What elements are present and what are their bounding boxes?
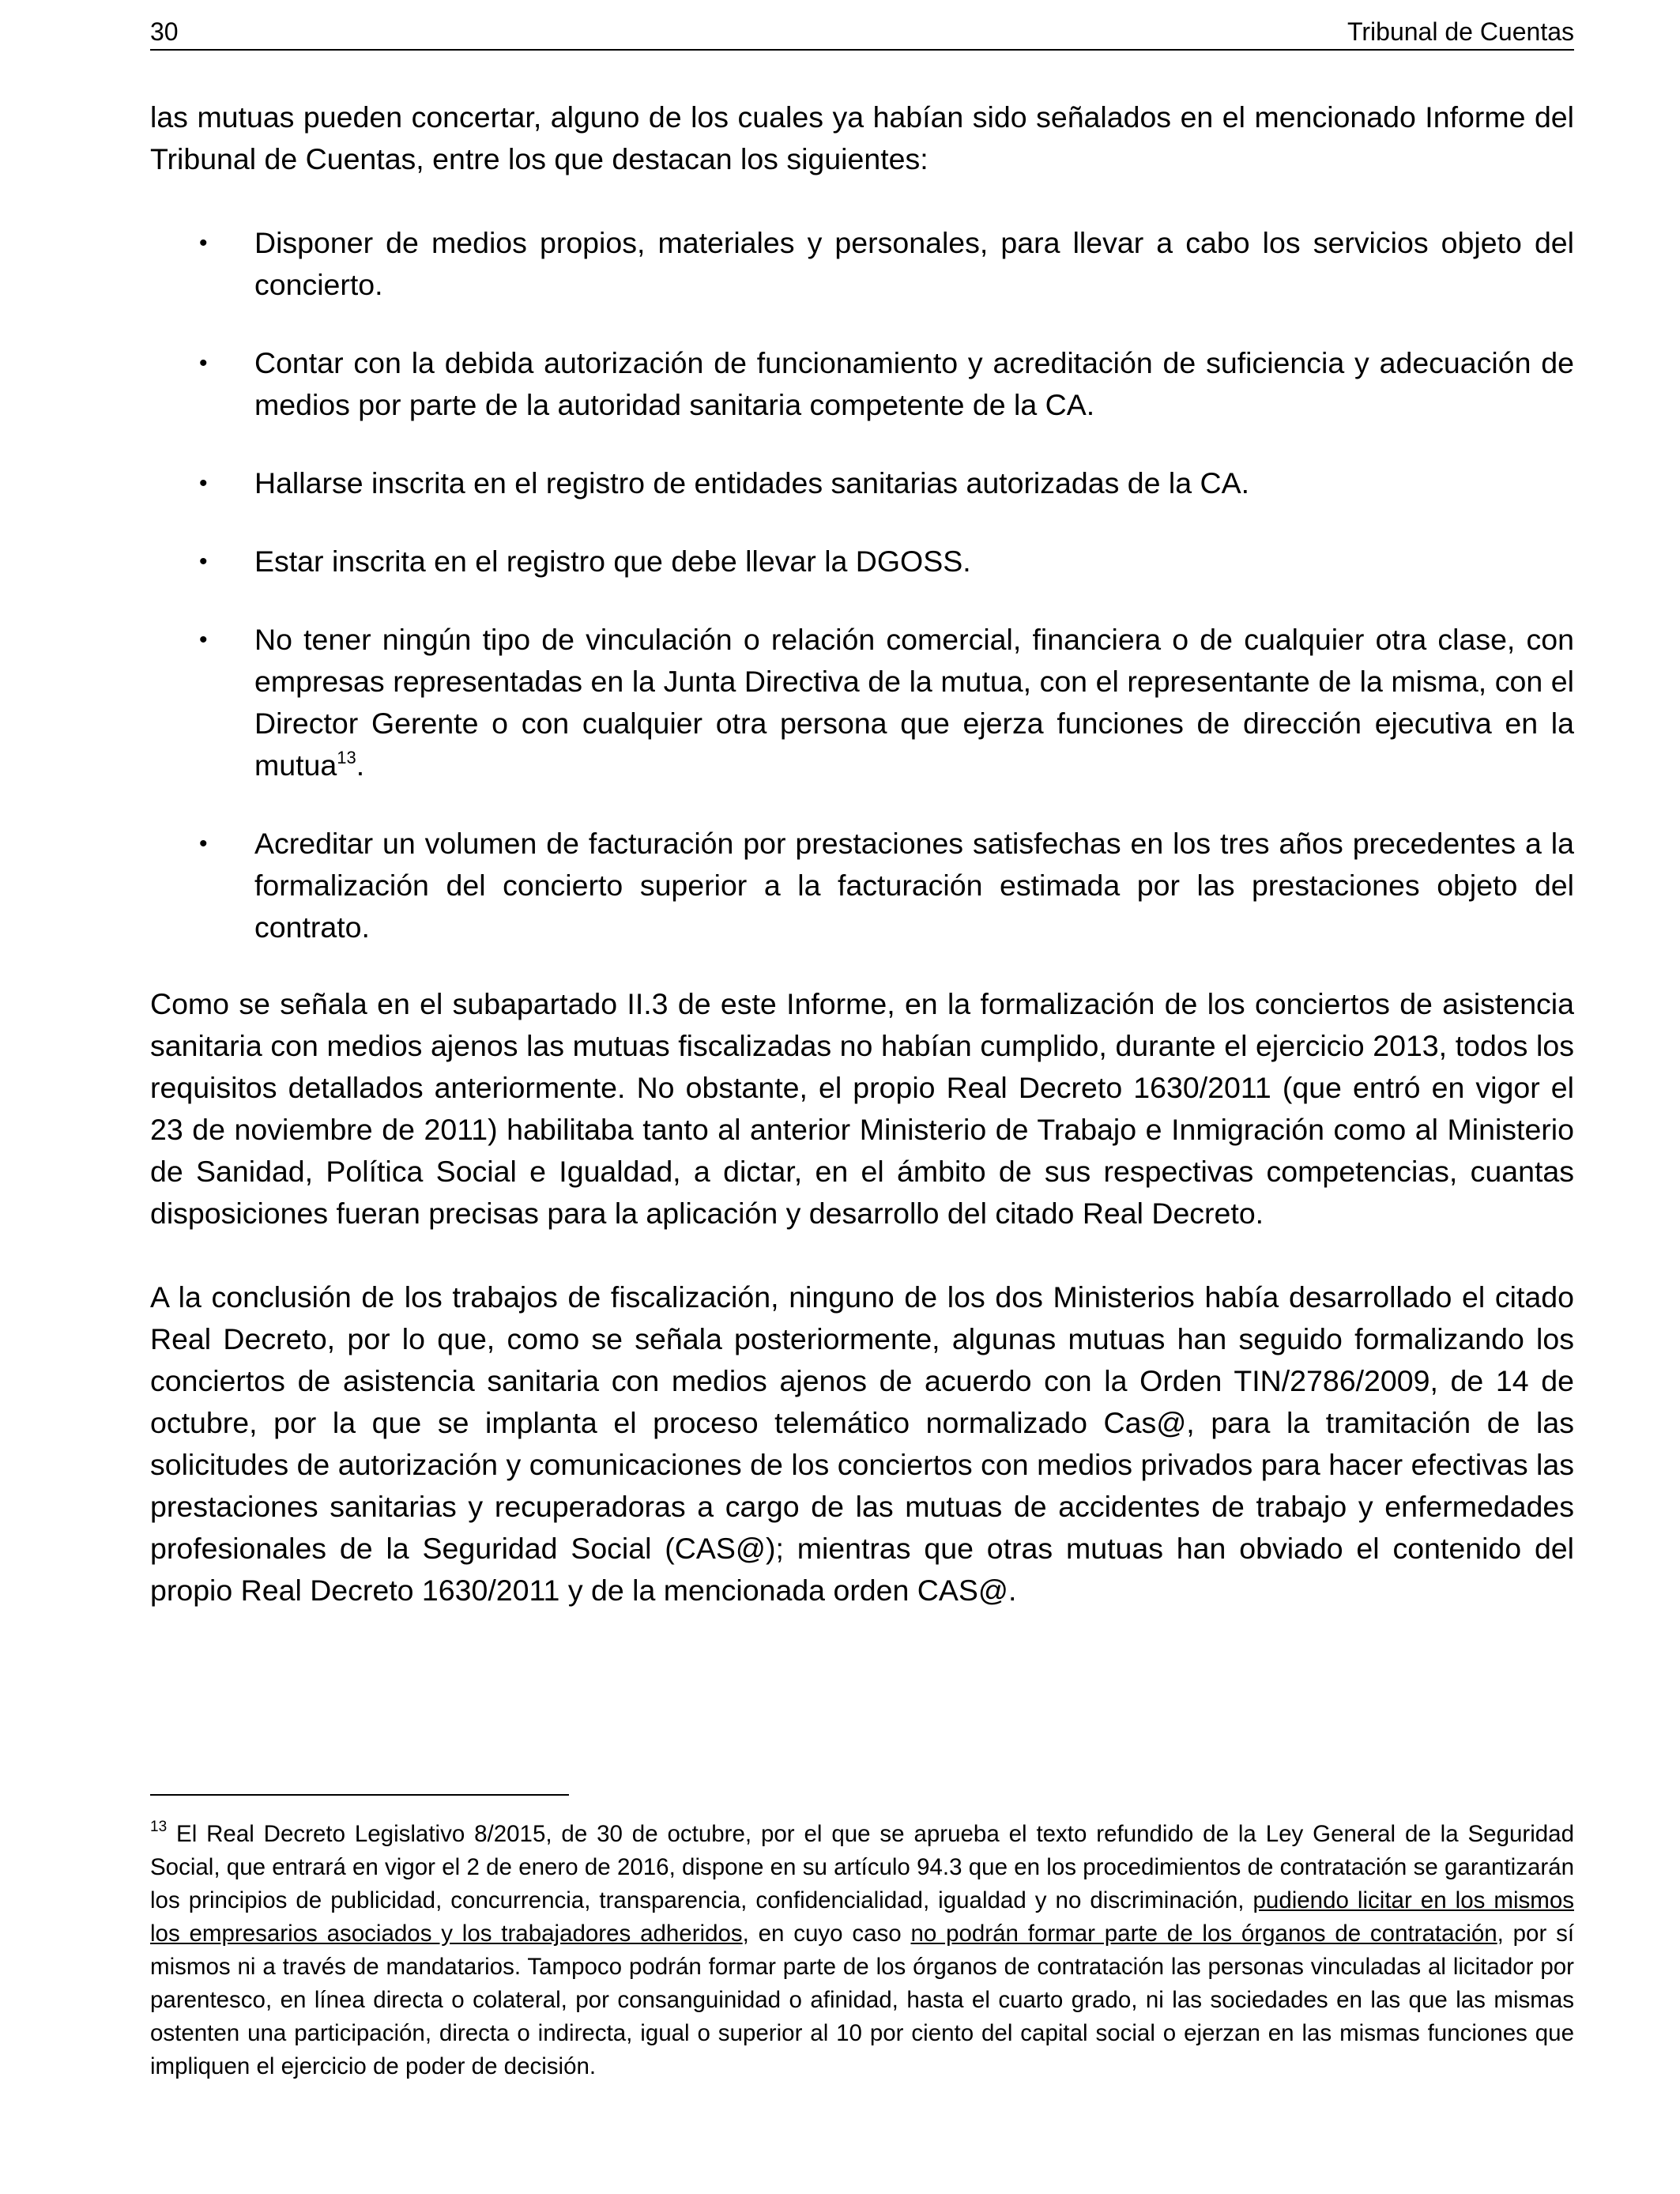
list-item-text: Hallarse inscrita en el registro de entidades sanitarias autorizadas de la CA. <box>254 466 1249 499</box>
list-item <box>150 462 1574 504</box>
bullet-icon: • <box>199 548 208 575</box>
footnote-text: , en cuyo caso <box>742 1921 911 1947</box>
body-text <box>150 96 1574 1612</box>
bullet-icon: • <box>199 470 208 496</box>
list-item <box>150 342 1574 426</box>
bullet-icon: • <box>199 627 208 653</box>
paragraph: A la conclusión de los trabajos de fiscalización, ninguno de los dos Ministerios había desarrollado el citado Real Decreto, por lo que, como se señala posteriormente, algunas mutuas han seguido formalizando los conciertos de asistencia sanitaria con medios ajenos de acuerdo con la Orden TIN/2786/2009, de 14 de octubre, por la que se implanta el proceso telemático normalizado Cas@, para la tramitación de las solicitudes de autorización y comunicaciones de los conciertos con medios privados para hacer efectivas las prestaciones sanitarias y recuperadoras a cargo de las mutuas de accidentes de trabajo y enfermedades profesionales de la Seguridad Social (CAS@); mientras que otras mutuas han obviado el contenido del propio Real Decreto 1630/2011 y de la mencionada orden CAS@. <box>150 1280 1574 1607</box>
footnote-separator <box>150 1794 569 1796</box>
list-item <box>150 823 1574 948</box>
footnote-text: El Real Decreto Legislativo 8/2015, de 30 de octubre, por el que se aprueba el texto refundido de la Ley General de la Seguridad Social, que entrará en vigor el 2 de enero de 2016, dispone en su artículo 94.3 que en los procedimientos de contratación se garantizarán los principios de publicidad, concurrencia, transparencia, confidencialidad, igualdad y no discriminación, <box>150 1821 1574 1913</box>
list-item <box>150 541 1574 582</box>
running-title: Tribunal de Cuentas <box>1347 17 1574 46</box>
list-item-text: Acreditar un volumen de facturación por prestaciones satisfechas en los tres años precedentes a la formalización del concierto superior a la facturación estimada por las prestaciones objeto del contrato. <box>254 827 1574 944</box>
list-item-text: No tener ningún tipo de vinculación o relación comercial, financiera o de cualquier otra clase, con empresas representadas en la Junta Directiva de la mutua, con el representante de la misma, con el Director Gerente o con cualquier otra persona que ejerza funciones de dirección ejecutiva en la mutua <box>254 623 1574 782</box>
bullet-icon: • <box>199 831 208 857</box>
footnote-text: , por sí mismos ni a través de mandatarios. Tampoco podrán formar parte de los órganos de contratación las personas vinculadas al licitador por parentesco, en línea directa o colateral, por consanguinidad o afinidad, hasta el cuarto grado, ni las sociedades en las que las mismas ostenten una participación, directa o indirecta, igual o superior al 10 por ciento del capital social o ejerzan en las mismas funciones que impliquen el ejercicio de poder de decisión. <box>150 1921 1575 2079</box>
requirements-list <box>150 222 1574 948</box>
list-item-text: Estar inscrita en el registro que debe llevar la DGOSS. <box>254 545 971 578</box>
list-item <box>150 222 1574 306</box>
intro-paragraph: las mutuas pueden concertar, alguno de los cuales ya habían sido señalados en el mencionado Informe del Tribunal de Cuentas, entre los que destacan los siguientes: <box>150 100 1574 175</box>
page-number: 30 <box>150 17 179 46</box>
footnote-number: 13 <box>150 1819 168 1836</box>
bullet-icon: • <box>199 350 208 376</box>
list-item-text: Contar con la debida autorización de funcionamiento y acreditación de suficiencia y adecuación de medios por parte de la autoridad sanitaria competente de la CA. <box>254 346 1574 421</box>
page-header <box>150 14 1574 51</box>
footnote-reference[interactable]: 13 <box>337 747 356 767</box>
paragraph: Como se señala en el subapartado II.3 de este Informe, en la formalización de los conciertos de asistencia sanitaria con medios ajenos las mutuas fiscalizadas no habían cumplido, durante el ejercicio 2013, todos los requisitos detallados anteriormente. No obstante, el propio Real Decreto 1630/2011 (que entró en vigor el 23 de noviembre de 2011) habilitaba tanto al anterior Ministerio de Trabajo e Inmigración como al Ministerio de Sanidad, Política Social e Igualdad, a dictar, en el ámbito de sus respectivas competencias, cuantas disposiciones fueran precisas para la aplicación y desarrollo del citado Real Decreto. <box>150 987 1574 1230</box>
bullet-icon: • <box>199 230 208 256</box>
footnote-underlined-text: no podrán formar parte de los órganos de contratación <box>910 1921 1497 1947</box>
list-item <box>150 619 1574 786</box>
list-item-text: Disponer de medios propios, materiales y personales, para llevar a cabo los servicios objeto del concierto. <box>254 226 1574 301</box>
footnote <box>150 1818 1574 2083</box>
footnote-underlined-text: pudiendo licitar en los mismos los empresarios asociados y los trabajadores adheridos <box>150 1887 1574 1947</box>
list-item-end: . <box>356 748 365 782</box>
